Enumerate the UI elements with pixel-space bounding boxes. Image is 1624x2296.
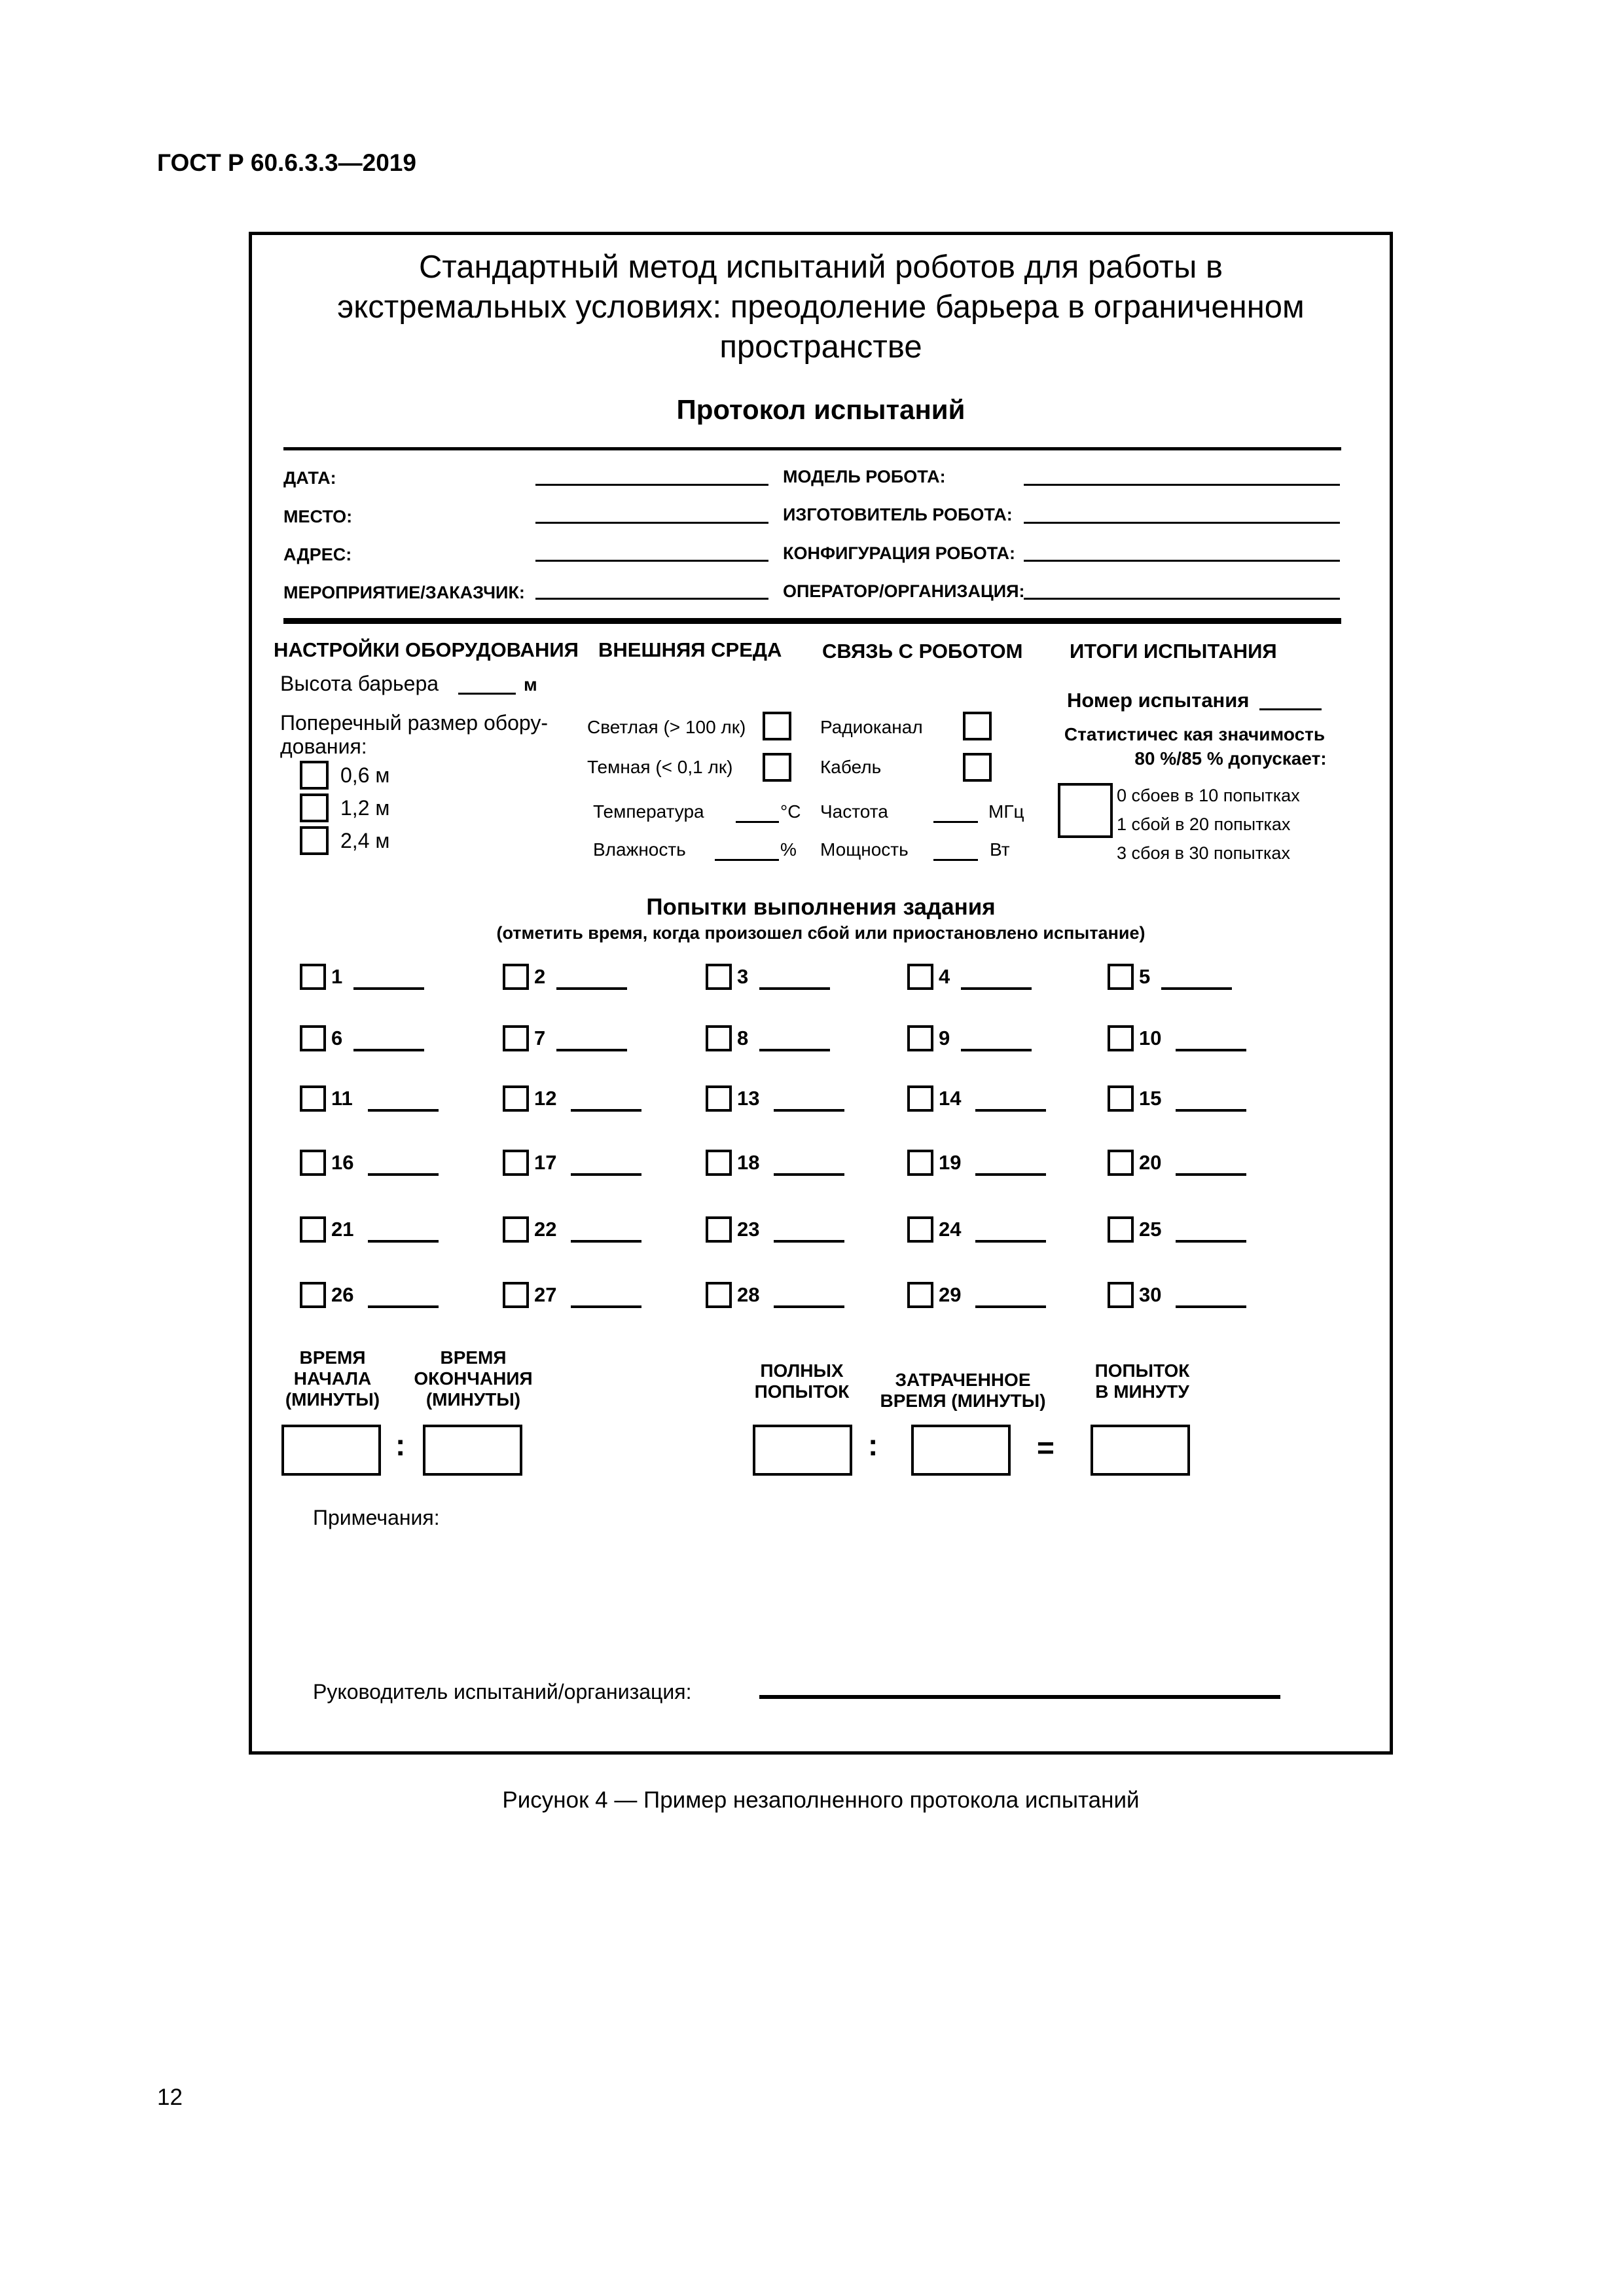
rate-label-line1: ПОПЫТОК <box>1094 1360 1190 1381</box>
rate-label <box>1074 1360 1211 1402</box>
attempt-number: 24 <box>939 1218 962 1241</box>
figure-caption: Рисунок 4 — Пример незаполненного протокола испытаний <box>502 1787 1140 1813</box>
operator-label: ОПЕРАТОР/ОРГАНИЗАЦИЯ: <box>783 581 1025 601</box>
robot-config-field[interactable] <box>1024 560 1340 562</box>
attempt-number: 12 <box>534 1087 557 1110</box>
attempt-number: 16 <box>331 1151 354 1174</box>
start-time-label <box>280 1347 385 1410</box>
attempt-time-field[interactable] <box>961 987 1032 990</box>
attempt-number: 22 <box>534 1218 557 1241</box>
attempt-checkbox[interactable] <box>706 1216 732 1243</box>
attempts-subheading: (отметить время, когда произошел сбой или приостановлено испытание) <box>496 923 1146 943</box>
attempt-time-field[interactable] <box>571 1109 641 1112</box>
attempt-time-field[interactable] <box>1176 1109 1246 1112</box>
attempt-number: 7 <box>534 1027 546 1049</box>
address-field[interactable] <box>535 560 768 562</box>
address-label: АДРЕС: <box>283 545 352 564</box>
form-title-line3: пространстве <box>719 329 922 365</box>
attempt-number: 13 <box>737 1087 760 1110</box>
robot-maker-label: ИЗГОТОВИТЕЛЬ РОБОТА: <box>783 505 1013 524</box>
attempt-time-field[interactable] <box>353 1049 424 1051</box>
radio-checkbox[interactable] <box>963 712 992 740</box>
temperature-label: Температура <box>593 801 704 822</box>
document-header: ГОСТ Р 60.6.3.3—2019 <box>157 149 416 176</box>
attempt-time-field[interactable] <box>368 1240 439 1243</box>
header-bottom-rule <box>283 618 1341 624</box>
attempt-checkbox[interactable] <box>300 964 326 990</box>
size-2-4-checkbox[interactable] <box>300 826 329 855</box>
attempt-number: 1 <box>331 965 343 988</box>
attempt-checkbox[interactable] <box>1108 1150 1134 1176</box>
dark-label: Темная (< 0,1 лк) <box>587 757 733 777</box>
attempt-time-field[interactable] <box>975 1240 1046 1243</box>
attempt-number: 3 <box>737 965 749 988</box>
attempt-checkbox[interactable] <box>706 1085 732 1112</box>
date-field[interactable] <box>535 484 768 486</box>
power-unit: Вт <box>990 839 1010 860</box>
attempt-number: 8 <box>737 1027 749 1049</box>
attempt-time-field[interactable] <box>774 1173 844 1176</box>
attempt-number: 25 <box>1139 1218 1162 1241</box>
temperature-field[interactable] <box>736 821 779 823</box>
attempt-checkbox[interactable] <box>503 1150 529 1176</box>
attempt-number: 4 <box>939 965 950 988</box>
attempt-time-field[interactable] <box>975 1305 1046 1308</box>
equipment-heading: НАСТРОЙКИ ОБОРУДОВАНИЯ <box>274 638 579 661</box>
operator-field[interactable] <box>1024 598 1340 600</box>
attempt-checkbox[interactable] <box>1108 1025 1134 1051</box>
frequency-field[interactable] <box>933 821 978 823</box>
end-time-label <box>398 1347 549 1410</box>
attempt-number: 21 <box>331 1218 354 1241</box>
results-heading: ИТОГИ ИСПЫТАНИЯ <box>1070 640 1277 663</box>
stat-options <box>1117 781 1300 867</box>
stat-option-3: 3 сбоя в 30 попытках <box>1117 843 1290 863</box>
attempt-checkbox[interactable] <box>907 1282 933 1308</box>
light-checkbox[interactable] <box>763 712 791 740</box>
divide-sign: : <box>868 1428 878 1462</box>
end-time-label-line3: (МИНУТЫ) <box>425 1389 521 1410</box>
attempt-checkbox[interactable] <box>300 1025 326 1051</box>
stat-result-box[interactable] <box>1058 783 1113 838</box>
attempt-time-field[interactable] <box>975 1173 1046 1176</box>
event-field[interactable] <box>535 598 768 600</box>
test-number-field[interactable] <box>1259 708 1322 710</box>
header-top-rule <box>283 447 1341 450</box>
size-0-6-label: 0,6 м <box>340 763 390 787</box>
attempt-checkbox[interactable] <box>1108 964 1134 990</box>
attempt-checkbox[interactable] <box>907 1085 933 1112</box>
attempt-checkbox[interactable] <box>706 1025 732 1051</box>
attempt-time-field[interactable] <box>571 1173 641 1176</box>
attempt-number: 20 <box>1139 1151 1162 1174</box>
attempt-time-field[interactable] <box>556 1049 627 1051</box>
place-field[interactable] <box>535 522 768 524</box>
attempt-checkbox[interactable] <box>1108 1282 1134 1308</box>
stat-significance-line1: Статистичес кая значимость <box>1064 724 1326 744</box>
attempt-number: 18 <box>737 1151 760 1174</box>
cable-label: Кабель <box>820 757 882 777</box>
humidity-unit: % <box>780 839 797 860</box>
attempt-checkbox[interactable] <box>1108 1216 1134 1243</box>
attempt-number: 23 <box>737 1218 760 1241</box>
spent-time-label-line1: ЗАТРАЧЕННОЕ <box>895 1370 1031 1390</box>
attempt-checkbox[interactable] <box>300 1216 326 1243</box>
start-time-label-line1: ВРЕМЯ <box>299 1347 366 1368</box>
stat-significance-line2: 80 %/85 % допускает: <box>1134 748 1327 769</box>
attempt-time-field[interactable] <box>571 1305 641 1308</box>
dark-checkbox[interactable] <box>763 753 791 782</box>
frequency-unit: МГц <box>988 801 1024 822</box>
attempt-time-field[interactable] <box>759 987 830 990</box>
cross-size-label-line1: Поперечный размер обору- <box>280 711 548 735</box>
attempt-time-field[interactable] <box>1161 987 1232 990</box>
attempt-number: 26 <box>331 1283 354 1306</box>
attempt-number: 17 <box>534 1151 557 1174</box>
attempt-checkbox[interactable] <box>503 964 529 990</box>
environment-heading: ВНЕШНЯЯ СРЕДА <box>598 638 782 661</box>
power-field[interactable] <box>933 859 978 861</box>
attempt-time-field[interactable] <box>1176 1173 1246 1176</box>
attempt-checkbox[interactable] <box>300 1150 326 1176</box>
size-1-2-label: 1,2 м <box>340 796 390 820</box>
page-number: 12 <box>157 2085 183 2110</box>
attempt-checkbox[interactable] <box>907 964 933 990</box>
light-label: Светлая (> 100 лк) <box>587 717 746 737</box>
attempt-checkbox[interactable] <box>706 964 732 990</box>
robot-model-field[interactable] <box>1024 484 1340 486</box>
stat-option-2: 1 сбой в 20 попытках <box>1117 814 1291 834</box>
attempt-number: 29 <box>939 1283 962 1306</box>
attempt-time-field[interactable] <box>368 1109 439 1112</box>
start-time-box[interactable] <box>281 1425 381 1476</box>
attempt-number: 5 <box>1139 965 1151 988</box>
barrier-height-unit: м <box>524 674 537 695</box>
rate-label-line2: В МИНУТУ <box>1095 1381 1189 1402</box>
attempt-number: 27 <box>534 1283 557 1306</box>
attempt-number: 6 <box>331 1027 343 1049</box>
attempt-time-field[interactable] <box>353 987 424 990</box>
stat-option-1: 0 сбоев в 10 попытках <box>1117 786 1300 805</box>
full-attempts-label-line1: ПОЛНЫХ <box>760 1360 844 1381</box>
attempt-number: 14 <box>939 1087 962 1110</box>
attempt-time-field[interactable] <box>571 1240 641 1243</box>
form-title <box>255 247 1386 367</box>
temperature-unit: °C <box>780 801 801 822</box>
humidity-label: Влажность <box>593 839 686 860</box>
attempt-number: 9 <box>939 1027 950 1049</box>
place-label: МЕСТО: <box>283 507 353 526</box>
attempt-number: 2 <box>534 965 546 988</box>
size-0-6-checkbox[interactable] <box>300 761 329 790</box>
attempt-checkbox[interactable] <box>300 1085 326 1112</box>
barrier-height-label: Высота барьера <box>280 672 439 695</box>
attempt-number: 28 <box>737 1283 760 1306</box>
attempt-checkbox[interactable] <box>706 1282 732 1308</box>
attempt-checkbox[interactable] <box>503 1216 529 1243</box>
barrier-height-field[interactable] <box>458 693 516 695</box>
full-attempts-label-line2: ПОПЫТОК <box>754 1381 850 1402</box>
event-label: МЕРОПРИЯТИЕ/ЗАКАЗЧИК: <box>283 583 525 602</box>
attempt-checkbox[interactable] <box>907 1025 933 1051</box>
attempt-checkbox[interactable] <box>503 1282 529 1308</box>
end-time-box[interactable] <box>423 1425 522 1476</box>
attempt-time-field[interactable] <box>774 1109 844 1112</box>
humidity-field[interactable] <box>715 859 779 861</box>
spent-time-label-line2: ВРЕМЯ (МИНУТЫ) <box>880 1391 1046 1411</box>
start-time-label-line3: (МИНУТЫ) <box>285 1389 380 1410</box>
test-number-label: Номер испытания <box>1067 689 1250 712</box>
attempt-time-field[interactable] <box>774 1240 844 1243</box>
attempt-time-field[interactable] <box>1176 1049 1246 1051</box>
spent-time-label <box>868 1370 1058 1412</box>
attempt-number: 15 <box>1139 1087 1162 1110</box>
form-title-line2: экстремальных условиях: преодоление барьера в ограниченном <box>337 289 1305 325</box>
attempt-number: 19 <box>939 1151 962 1174</box>
robot-model-label: МОДЕЛЬ РОБОТА: <box>783 467 946 486</box>
attempt-number: 11 <box>331 1087 353 1110</box>
time-colon: : <box>395 1428 406 1462</box>
attempt-checkbox[interactable] <box>1108 1085 1134 1112</box>
attempt-time-field[interactable] <box>975 1109 1046 1112</box>
size-1-2-checkbox[interactable] <box>300 793 329 822</box>
cross-size-label-line2: дования: <box>280 735 367 758</box>
frequency-label: Частота <box>820 801 888 822</box>
form-title-line1: Стандартный метод испытаний роботов для работы в <box>419 249 1223 285</box>
form-subtitle: Протокол испытаний <box>676 394 965 425</box>
attempt-number: 30 <box>1139 1283 1162 1306</box>
attempt-time-field[interactable] <box>368 1305 439 1308</box>
attempt-checkbox[interactable] <box>907 1216 933 1243</box>
equals-sign: = <box>1037 1430 1055 1465</box>
full-attempts-label <box>746 1360 857 1402</box>
end-time-label-line2: ОКОНЧАНИЯ <box>414 1368 533 1389</box>
cable-checkbox[interactable] <box>963 753 992 782</box>
attempt-time-field[interactable] <box>1176 1305 1246 1308</box>
attempt-checkbox[interactable] <box>503 1085 529 1112</box>
stat-significance <box>1041 722 1348 771</box>
attempt-number: 10 <box>1139 1027 1162 1049</box>
attempt-time-field[interactable] <box>556 987 627 990</box>
size-2-4-label: 2,4 м <box>340 829 390 852</box>
date-label: ДАТА: <box>283 468 336 488</box>
robot-maker-field[interactable] <box>1024 522 1340 524</box>
attempt-checkbox[interactable] <box>706 1150 732 1176</box>
spent-time-box[interactable] <box>911 1425 1011 1476</box>
supervisor-label: Руководитель испытаний/организация: <box>313 1680 692 1704</box>
attempt-checkbox[interactable] <box>300 1282 326 1308</box>
start-time-label-line2: НАЧАЛА <box>293 1368 372 1389</box>
attempt-time-field[interactable] <box>961 1049 1032 1051</box>
full-attempts-box[interactable] <box>753 1425 852 1476</box>
attempt-time-field[interactable] <box>774 1305 844 1308</box>
attempts-heading: Попытки выполнения задания <box>646 894 996 920</box>
supervisor-signature-line[interactable] <box>759 1695 1280 1699</box>
robot-config-label: КОНФИГУРАЦИЯ РОБОТА: <box>783 543 1016 563</box>
attempt-time-field[interactable] <box>368 1173 439 1176</box>
attempt-time-field[interactable] <box>759 1049 830 1051</box>
notes-label: Примечания: <box>313 1506 440 1529</box>
attempt-time-field[interactable] <box>1176 1240 1246 1243</box>
radio-label: Радиоканал <box>820 717 923 737</box>
end-time-label-line1: ВРЕМЯ <box>440 1347 507 1368</box>
rate-box[interactable] <box>1091 1425 1190 1476</box>
attempt-checkbox[interactable] <box>503 1025 529 1051</box>
power-label: Мощность <box>820 839 909 860</box>
attempt-checkbox[interactable] <box>907 1150 933 1176</box>
comms-heading: СВЯЗЬ С РОБОТОМ <box>822 640 1023 663</box>
